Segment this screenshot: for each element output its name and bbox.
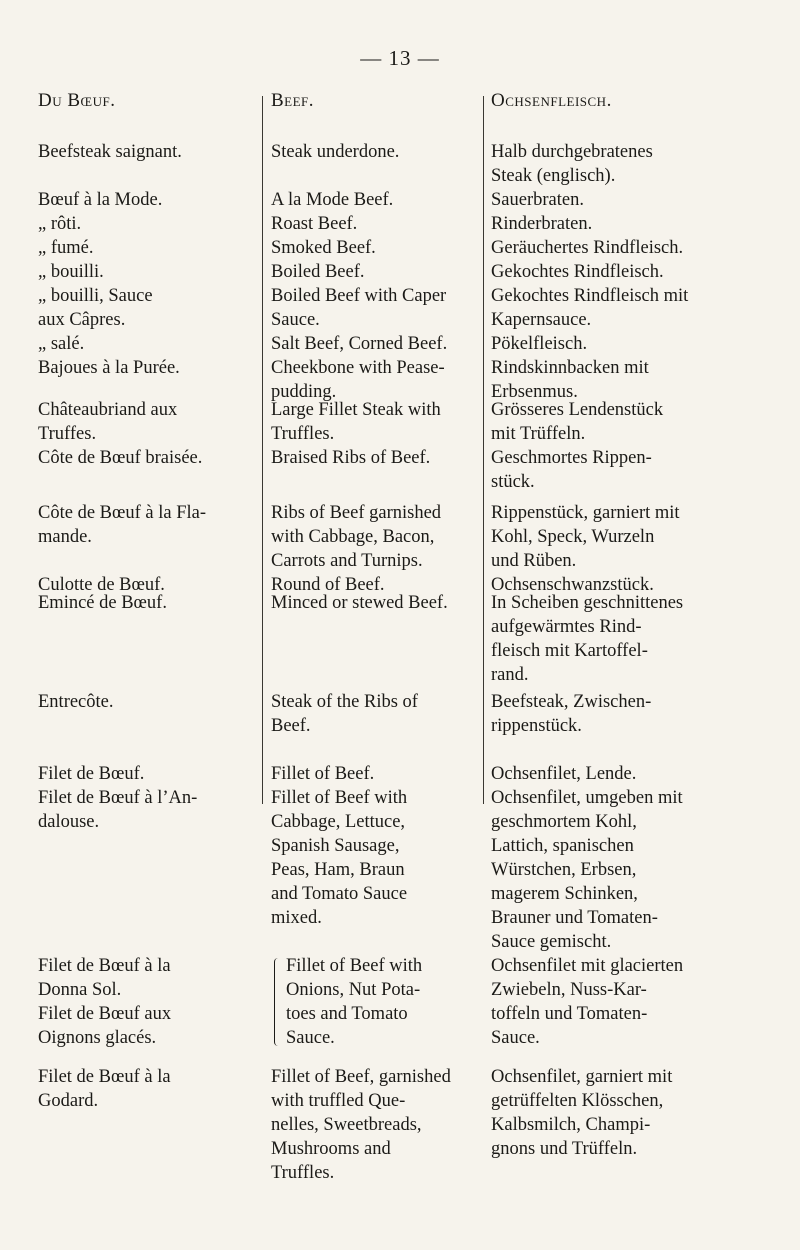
entry-german: Ochsenfilet mit glacierten Zwiebeln, Nuss-Kar- toffeln und Tomaten- Sauce. xyxy=(491,956,684,1048)
entry-french: Entrecôte. xyxy=(38,692,114,712)
column-divider-right xyxy=(483,96,484,804)
entry-english: Large Fillet Steak with Truffles. Braised Ribs of Beef. xyxy=(271,400,441,468)
entry-english: Fillet of Beef, garnished with truffled Que- nelles, Sweetbreads, Mushrooms and Truffles. xyxy=(271,1067,451,1183)
page-number: — 13 — xyxy=(360,46,440,70)
entry-french: Côte de Bœuf à la Fla- mande. Culotte de Bœuf. xyxy=(38,503,206,595)
entry-french: Filet de Bœuf à la Donna Sol. Filet de Bœuf aux Oignons glacés. xyxy=(38,956,172,1048)
entry-french: Filet de Bœuf. Filet de Bœuf à l’An- dalouse. xyxy=(38,764,198,832)
header-german: Ochsenfleisch. xyxy=(491,90,612,111)
entry-german: Grösseres Lendenstück mit Trüffeln. Geschmortes Rippen- stück. xyxy=(491,400,664,492)
entry-german: Beefsteak, Zwischen- rippenstück. xyxy=(491,692,652,736)
entry-french: Beefsteak saignant. xyxy=(38,142,182,162)
entry-english: Steak underdone. xyxy=(271,142,400,162)
entry-german: In Scheiben geschnittenes aufgewärmtes Rind- fleisch mit Kartoffel- rand. xyxy=(491,593,684,685)
header-english: Beef. xyxy=(271,90,315,111)
entry-english: Ribs of Beef garnished with Cabbage, Bacon, Carrots and Turnips. Round of Beef. xyxy=(271,503,442,595)
entry-english: Fillet of Beef. Fillet of Beef with Cabbage, Lettuce, Spanish Sausage, Peas, Ham, Braun and Tomato Sauce mixed. xyxy=(271,764,408,928)
entry-english: Steak of the Ribs of Beef. xyxy=(271,692,418,736)
header-french: Du Bœuf. xyxy=(38,90,116,111)
entry-french: Filet de Bœuf à la Godard. xyxy=(38,1067,171,1111)
entry-german: Ochsenfilet, Lende. Ochsenfilet, umgeben mit geschmortem Kohl, Lattich, spanischen Würstchen, Erbsen, magerem Schinken, Brauner und Tomaten- Sauce gemischt. xyxy=(491,764,683,952)
entry-english: Minced or stewed Beef. xyxy=(271,593,448,613)
entry-french: Châteaubriand aux Truffes. Côte de Bœuf braisée. xyxy=(38,400,203,468)
entry-french: Bœuf à la Mode. „ rôti. „ fumé. „ bouilli. „ bouilli, Sauce aux Câpres. „ salé. Bajoues à la Purée. xyxy=(38,190,180,378)
entry-english: Fillet of Beef with Onions, Nut Pota- toes and Tomato Sauce. xyxy=(286,956,423,1048)
entry-german: Rippenstück, garniert mit Kohl, Speck, Wurzeln und Rüben. Ochsenschwanzstück. xyxy=(491,503,680,595)
entry-german: Halb durchgebratenes Steak (englisch). xyxy=(491,142,653,186)
brace-left xyxy=(274,958,280,1046)
entry-german: Sauerbraten. Rinderbraten. Geräuchertes Rindfleisch. Gekochtes Rindfleisch. Gekochtes Rindfleisch mit Kapernsauce. Pökelfleisch. Rindskinnbacken mit Erbsenmus. xyxy=(491,190,689,402)
column-divider-left xyxy=(262,96,263,804)
entry-english: A la Mode Beef. Roast Beef. Smoked Beef. Boiled Beef. Boiled Beef with Caper Sauce. Salt Beef, Corned Beef. Cheekbone with Pease- pudding. xyxy=(271,190,448,402)
entry-french: Emincé de Bœuf. xyxy=(38,593,167,613)
entry-german: Ochsenfilet, garniert mit getrüffelten Klösschen, Kalbsmilch, Champi- gnons und Trüffeln. xyxy=(491,1067,673,1159)
